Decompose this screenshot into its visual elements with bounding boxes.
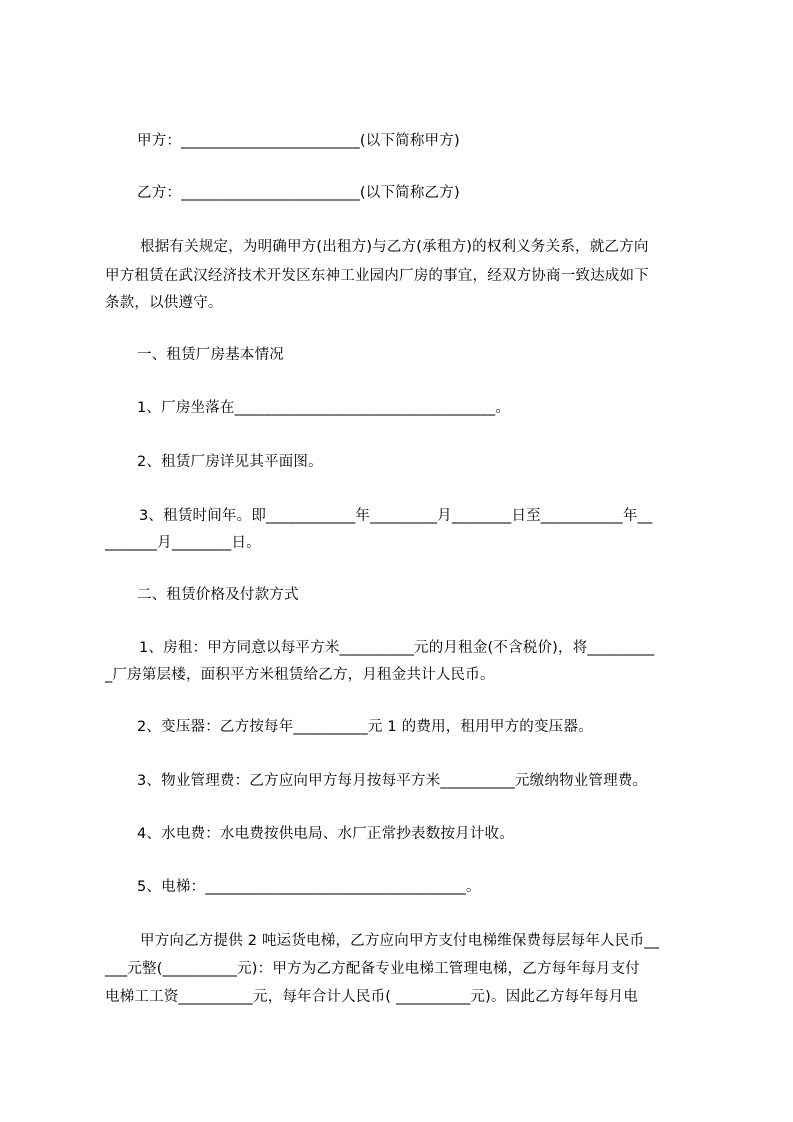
elevator-para-line-3: 电梯工工资__________元，每年合计人民币( __________元)。因此乙方每年每月电 (105, 989, 639, 1005)
item-2-4: 4、水电费：水电费按供电局、水厂正常抄表数按月计收。 (137, 826, 514, 842)
section-1-title: 一、租赁厂房基本情况 (137, 347, 284, 363)
item-2-5: 5、电梯：___________________________________。 (137, 879, 481, 895)
item-2-1-line-1: 1、房租：甲方同意以每平方米__________元的月租金(不含税价)，将_________ (139, 640, 655, 656)
item-2-3: 3、物业管理费：乙方应向甲方每月按每平方米__________元缴纳物业管理费。 (137, 773, 648, 789)
item-2-1-line-2: _厂房第层楼，面积平方米租赁给乙方，月租金共计人民币。 (105, 667, 495, 683)
intro-line-2: 甲方租赁在武汉经济技术开发区东神工业园内厂房的事宜，经双方协商一致达成如下 (105, 268, 649, 284)
section-2-title: 二、租赁价格及付款方式 (137, 587, 299, 603)
party-b-line: 乙方：________________________(以下简称乙方) (137, 185, 460, 201)
elevator-para-line-2: ___元整(__________元)：甲方为乙方配备专业电梯工管理电梯，乙方每年每月支付 (105, 961, 640, 977)
party-a-line: 甲方：________________________(以下简称甲方) (137, 133, 460, 149)
item-1-2: 2、租赁厂房详见其平面图。 (137, 454, 323, 470)
item-1-1: 1、厂房坐落在___________________________________。 (137, 400, 511, 416)
item-2-2: 2、变压器：乙方按每年__________元 1 的费用，租用甲方的变压器。 (137, 719, 593, 735)
intro-line-1: 根据有关规定，为明确甲方(出租方)与乙方(承租方)的权利义务关系，就乙方向 (140, 239, 649, 255)
item-1-3-line-2: _______月________日。 (105, 535, 261, 551)
intro-line-3: 条款，以供遵守。 (105, 295, 223, 311)
elevator-para-line-1: 甲方向乙方提供 2 吨运货电梯，乙方应向甲方支付电梯维保费每层每年人民币__ (140, 933, 660, 949)
item-1-3-line-1: 3、租赁时间年。即____________年_________月________日至___________年__ (139, 508, 653, 524)
